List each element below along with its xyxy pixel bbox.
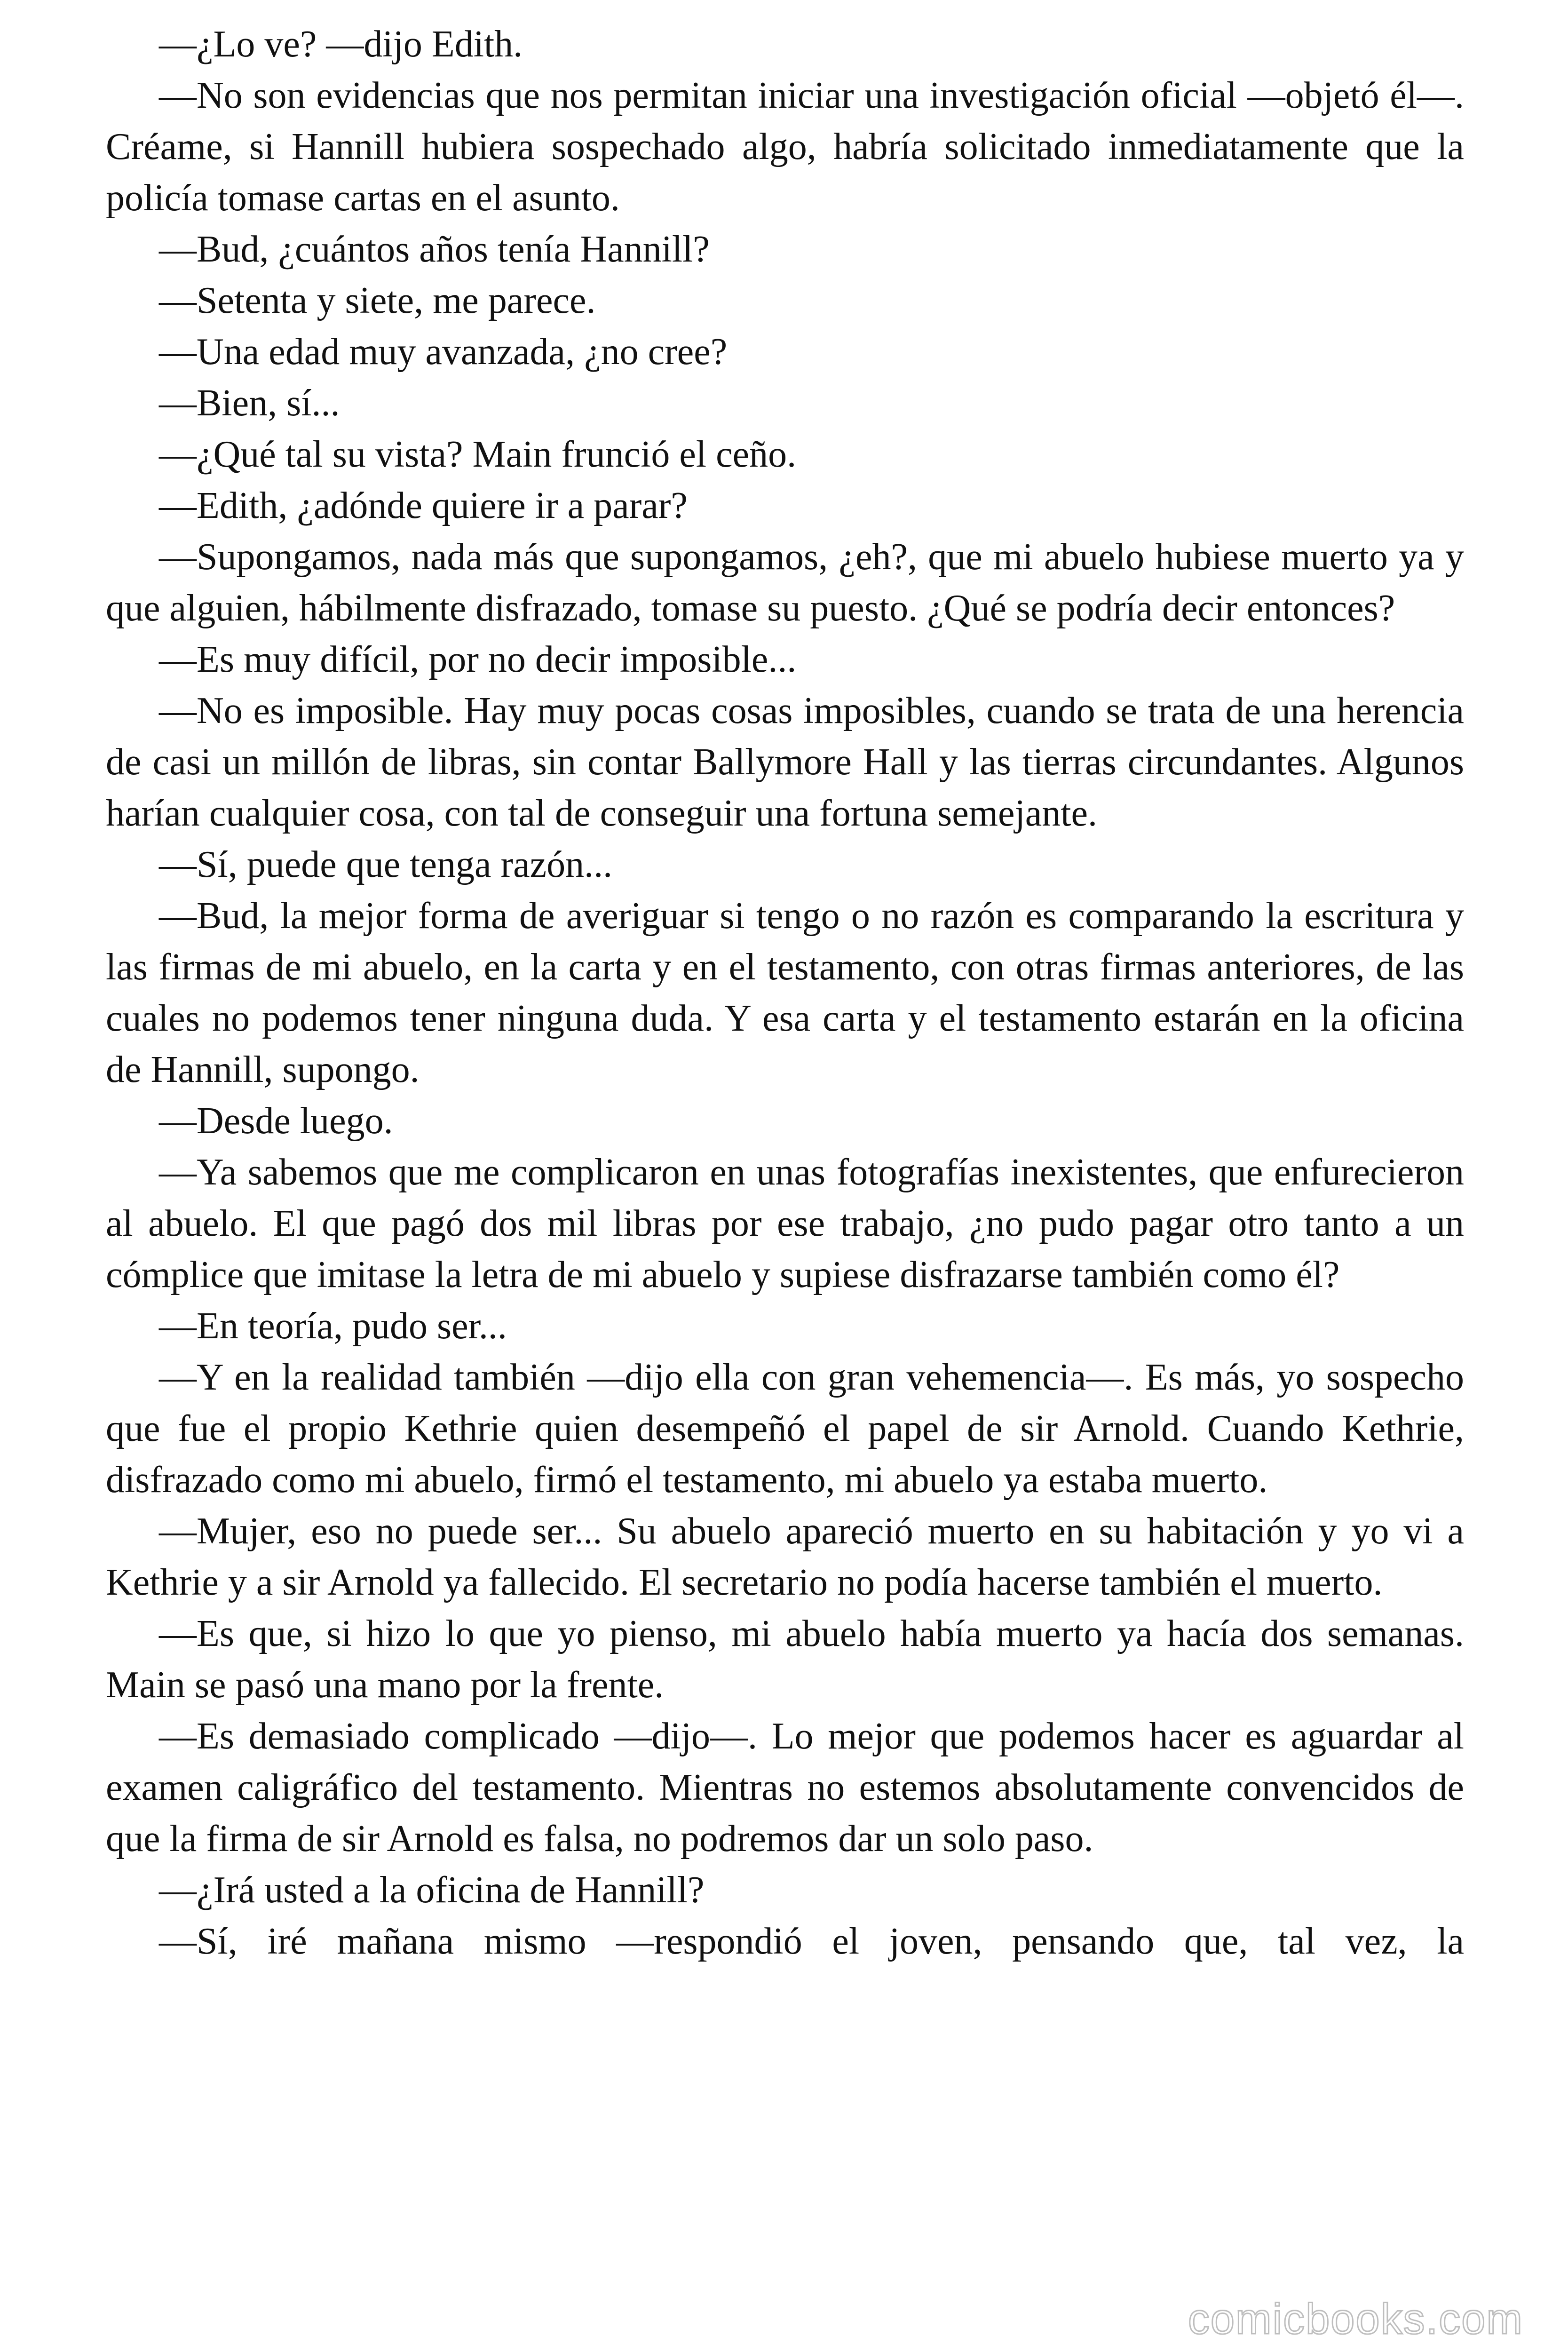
watermark: comicbooks.com — [1188, 2295, 1523, 2343]
paragraph: —Es demasiado complicado —dijo—. Lo mejor que podemos hacer es aguardar al examen caligráfico del testamento. Mientras no estemos absolutamente convencidos de que la firma de sir Arnold es falsa, no podremos dar un solo paso. — [106, 1716, 1464, 1859]
paragraph: —Bud, la mejor forma de averiguar si tengo o no razón es comparando la escritura y las firmas de mi abuelo, en la carta y en el testamento, con otras firmas anteriores, de las cuales no podemos tener ninguna duda. Y esa carta y el testamento estarán en la oficina de Hannill, supongo. — [106, 895, 1464, 1090]
book-page — [106, 19, 1464, 1967]
paragraph: —Mujer, eso no puede ser... Su abuelo apareció muerto en su habitación y yo vi a Kethrie y a sir Arnold ya fallecido. El secretario no podía hacerse también el muerto. — [106, 1510, 1464, 1603]
paragraph: —Es que, si hizo lo que yo pienso, mi abuelo había muerto ya hacía dos semanas. Main se pasó una mano por la frente. — [106, 1613, 1464, 1706]
paragraph: —No son evidencias que nos permitan iniciar una investigación oficial —objetó él—. Créame, si Hannill hubiera sospechado algo, habría solicitado inmediatamente que la policía tomase cartas en el asunto. — [106, 75, 1464, 219]
paragraph: —Es muy difícil, por no decir imposible... — [159, 639, 797, 680]
paragraph: —Sí, puede que tenga razón... — [159, 844, 613, 885]
paragraph: —¿Lo ve? —dijo Edith. — [159, 24, 523, 65]
paragraph: —Y en la realidad también —dijo ella con gran vehemencia—. Es más, yo sospecho que fue el propio Kethrie quien desempeñó el papel de sir Arnold. Cuando Kethrie, disfrazado como mi abuelo, firmó el testamento, mi abuelo ya estaba muerto. — [106, 1357, 1464, 1501]
paragraph: —Una edad muy avanzada, ¿no cree? — [159, 331, 728, 373]
paragraph: —¿Qué tal su vista? Main frunció el ceño. — [159, 434, 797, 475]
paragraph: —Ya sabemos que me complicaron en unas fotografías inexistentes, que enfurecieron al abuelo. El que pagó dos mil libras por ese trabajo, ¿no pudo pagar otro tanto a un cómplice que imitase la letra de mi abuelo y supiese disfrazarse también como él? — [106, 1152, 1464, 1295]
paragraph: —Desde luego. — [159, 1100, 393, 1142]
paragraph: —Sí, iré mañana mismo —respondió el joven, pensando que, tal vez, la — [159, 1921, 1464, 1962]
paragraph: —Supongamos, nada más que supongamos, ¿eh?, que mi abuelo hubiese muerto ya y que alguien, hábilmente disfrazado, tomase su puesto. ¿Qué se podría decir entonces? — [106, 536, 1464, 629]
paragraph: —En teoría, pudo ser... — [159, 1305, 507, 1347]
paragraph: —Edith, ¿adónde quiere ir a parar? — [159, 485, 688, 526]
paragraph: —Bud, ¿cuántos años tenía Hannill? — [159, 229, 710, 270]
paragraph: —Setenta y siete, me parece. — [159, 280, 596, 321]
paragraph: —No es imposible. Hay muy pocas cosas imposibles, cuando se trata de una herencia de casi un millón de libras, sin contar Ballymore Hall y las tierras circundantes. Algunos harían cualquier cosa, con tal de conseguir una fortuna semejante. — [106, 690, 1464, 834]
paragraph: —Bien, sí... — [159, 382, 340, 424]
paragraph: —¿Irá usted a la oficina de Hannill? — [159, 1869, 705, 1911]
